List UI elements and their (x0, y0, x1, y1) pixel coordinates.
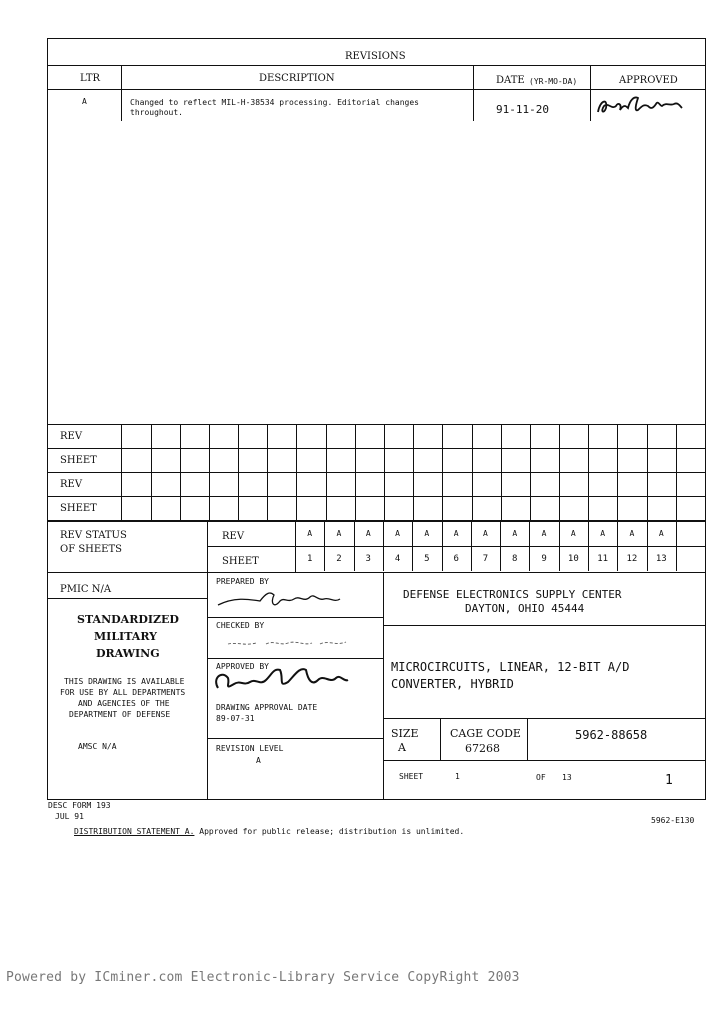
size-value: A (398, 741, 406, 754)
watermark: Powered by ICminer.com Electronic-Library Service CopyRight 2003 (6, 970, 520, 985)
rev-status-sheet-cell: 2 (336, 554, 342, 564)
rev-status-sheet-cell: 9 (541, 554, 547, 564)
rev-status-sheet-cell: 8 (512, 554, 518, 564)
rev-status-sheet-cell: 13 (655, 554, 667, 564)
drawing-title-line2: CONVERTER, HYBRID (391, 677, 514, 691)
distribution-statement (74, 827, 464, 836)
rev-status-rev-cell: A (336, 529, 342, 538)
rev-status-sheet-cell: 3 (365, 554, 371, 564)
rev-status-rev-cell: A (483, 529, 488, 538)
revision-level-label: REVISION LEVEL (216, 744, 284, 753)
revisions-title: REVISIONS (345, 51, 406, 62)
rev-label: REV (48, 425, 122, 449)
org-address: DAYTON, OHIO 45444 (465, 602, 585, 615)
approval-signature (594, 92, 686, 122)
smd-title-line2: MILITARY (94, 630, 157, 643)
rev-status-rev-cell: A (600, 529, 606, 538)
sheet-value-footer: 1 (455, 772, 460, 781)
approval-date-label: DRAWING APPROVAL DATE (216, 703, 318, 712)
revision-description-line2: throughout. (130, 108, 183, 117)
status-sheet-label: SHEET (222, 556, 259, 567)
rev-status-sheet-cell: 10 (567, 554, 579, 564)
cage-code-label: CAGE CODE (450, 727, 521, 740)
form-date: JUL 91 (55, 812, 84, 821)
smd-title-line3: DRAWING (96, 647, 160, 660)
rev-status-rev-cell: A (424, 529, 430, 538)
rev-status-line1: REV STATUS (60, 530, 127, 541)
rev-status-sheet-cell: 11 (597, 554, 609, 564)
of-value: 13 (562, 773, 572, 782)
sheet-label: SHEET (48, 497, 122, 521)
smd-title-line1: STANDARDIZED (77, 613, 179, 626)
availability-line3: AND AGENCIES OF THE (78, 699, 170, 708)
form-number: DESC FORM 193 (48, 801, 111, 810)
rev-label: REV (48, 473, 122, 497)
rev-status-rev-cell: A (453, 529, 459, 538)
revision-level-value: A (256, 756, 261, 765)
status-rev-label: REV (222, 531, 245, 542)
rev-status-rev-cell: A (395, 529, 400, 538)
sheet-label-footer: SHEET (399, 772, 424, 781)
rev-status-sheet-cell: 4 (394, 554, 401, 564)
rev-status-rev-cell: A (658, 529, 664, 538)
drawing-number: 5962-88658 (575, 728, 648, 742)
revision-description-line1: Changed to reflect MIL-H-38534 processing. Editorial changes (130, 98, 419, 107)
cage-code-value: 67268 (465, 742, 500, 755)
form-code: 5962-E130 (651, 816, 695, 825)
drawing-title-line1: MICROCIRCUITS, LINEAR, 12-BIT A/D (391, 660, 630, 674)
prepared-by-signature (214, 587, 354, 615)
rev-status-rev-cell: A (629, 529, 635, 538)
date-header: DATE (496, 75, 525, 86)
revision-date: 91-11-20 (496, 103, 549, 116)
rev-status-sheet-cell: 5 (424, 554, 430, 564)
ltr-header: LTR (80, 73, 101, 84)
distribution-text: Approved for public release; distribution is unlimited. (199, 827, 465, 836)
pmic-label: PMIC N/A (60, 584, 112, 595)
rev-status-rev-cell: A (570, 529, 576, 538)
prepared-by-label: PREPARED BY (216, 577, 269, 586)
availability-line4: DEPARTMENT OF DEFENSE (69, 710, 171, 719)
rev-status-grid-upper (47, 424, 706, 521)
description-header: DESCRIPTION (259, 73, 335, 84)
availability-line2: FOR USE BY ALL DEPARTMENTS (60, 688, 186, 697)
revision-ltr: A (82, 97, 87, 106)
rev-status-line2: OF SHEETS (60, 544, 123, 555)
approved-header: APPROVED (619, 75, 678, 86)
rev-status-sheet-cell: 7 (482, 554, 489, 564)
rev-status-rev-cell: A (307, 529, 313, 538)
rev-status-sheet-cell: 6 (453, 554, 459, 564)
page-mark: 1 (665, 773, 673, 788)
approval-date-value: 89-07-31 (216, 714, 255, 723)
rev-status-sheet-cell: 1 (306, 554, 313, 564)
rev-status-rev-cell: A (365, 529, 371, 538)
date-format-header: (YR-MO-DA) (529, 77, 578, 86)
rev-status-rev-cell: A (512, 529, 518, 538)
org-name: DEFENSE ELECTRONICS SUPPLY CENTER (403, 588, 622, 601)
sheet-label: SHEET (48, 449, 122, 473)
rev-status-rev-cell: A (541, 529, 547, 538)
of-label: OF (536, 773, 546, 782)
rev-status-sheet-cell: 12 (626, 554, 638, 564)
amsc-label: AMSC N/A (78, 742, 117, 751)
rev-status-divider (676, 521, 677, 571)
size-label: SIZE (391, 727, 419, 740)
approved-by-label: APPROVED BY (216, 662, 269, 671)
approved-by-signature (208, 664, 354, 698)
checked-by-label: CHECKED BY (216, 621, 265, 630)
distribution-label: DISTRIBUTION STATEMENT A. (74, 827, 195, 836)
checked-by-signature (226, 634, 356, 652)
availability-line1: THIS DRAWING IS AVAILABLE (64, 677, 185, 686)
